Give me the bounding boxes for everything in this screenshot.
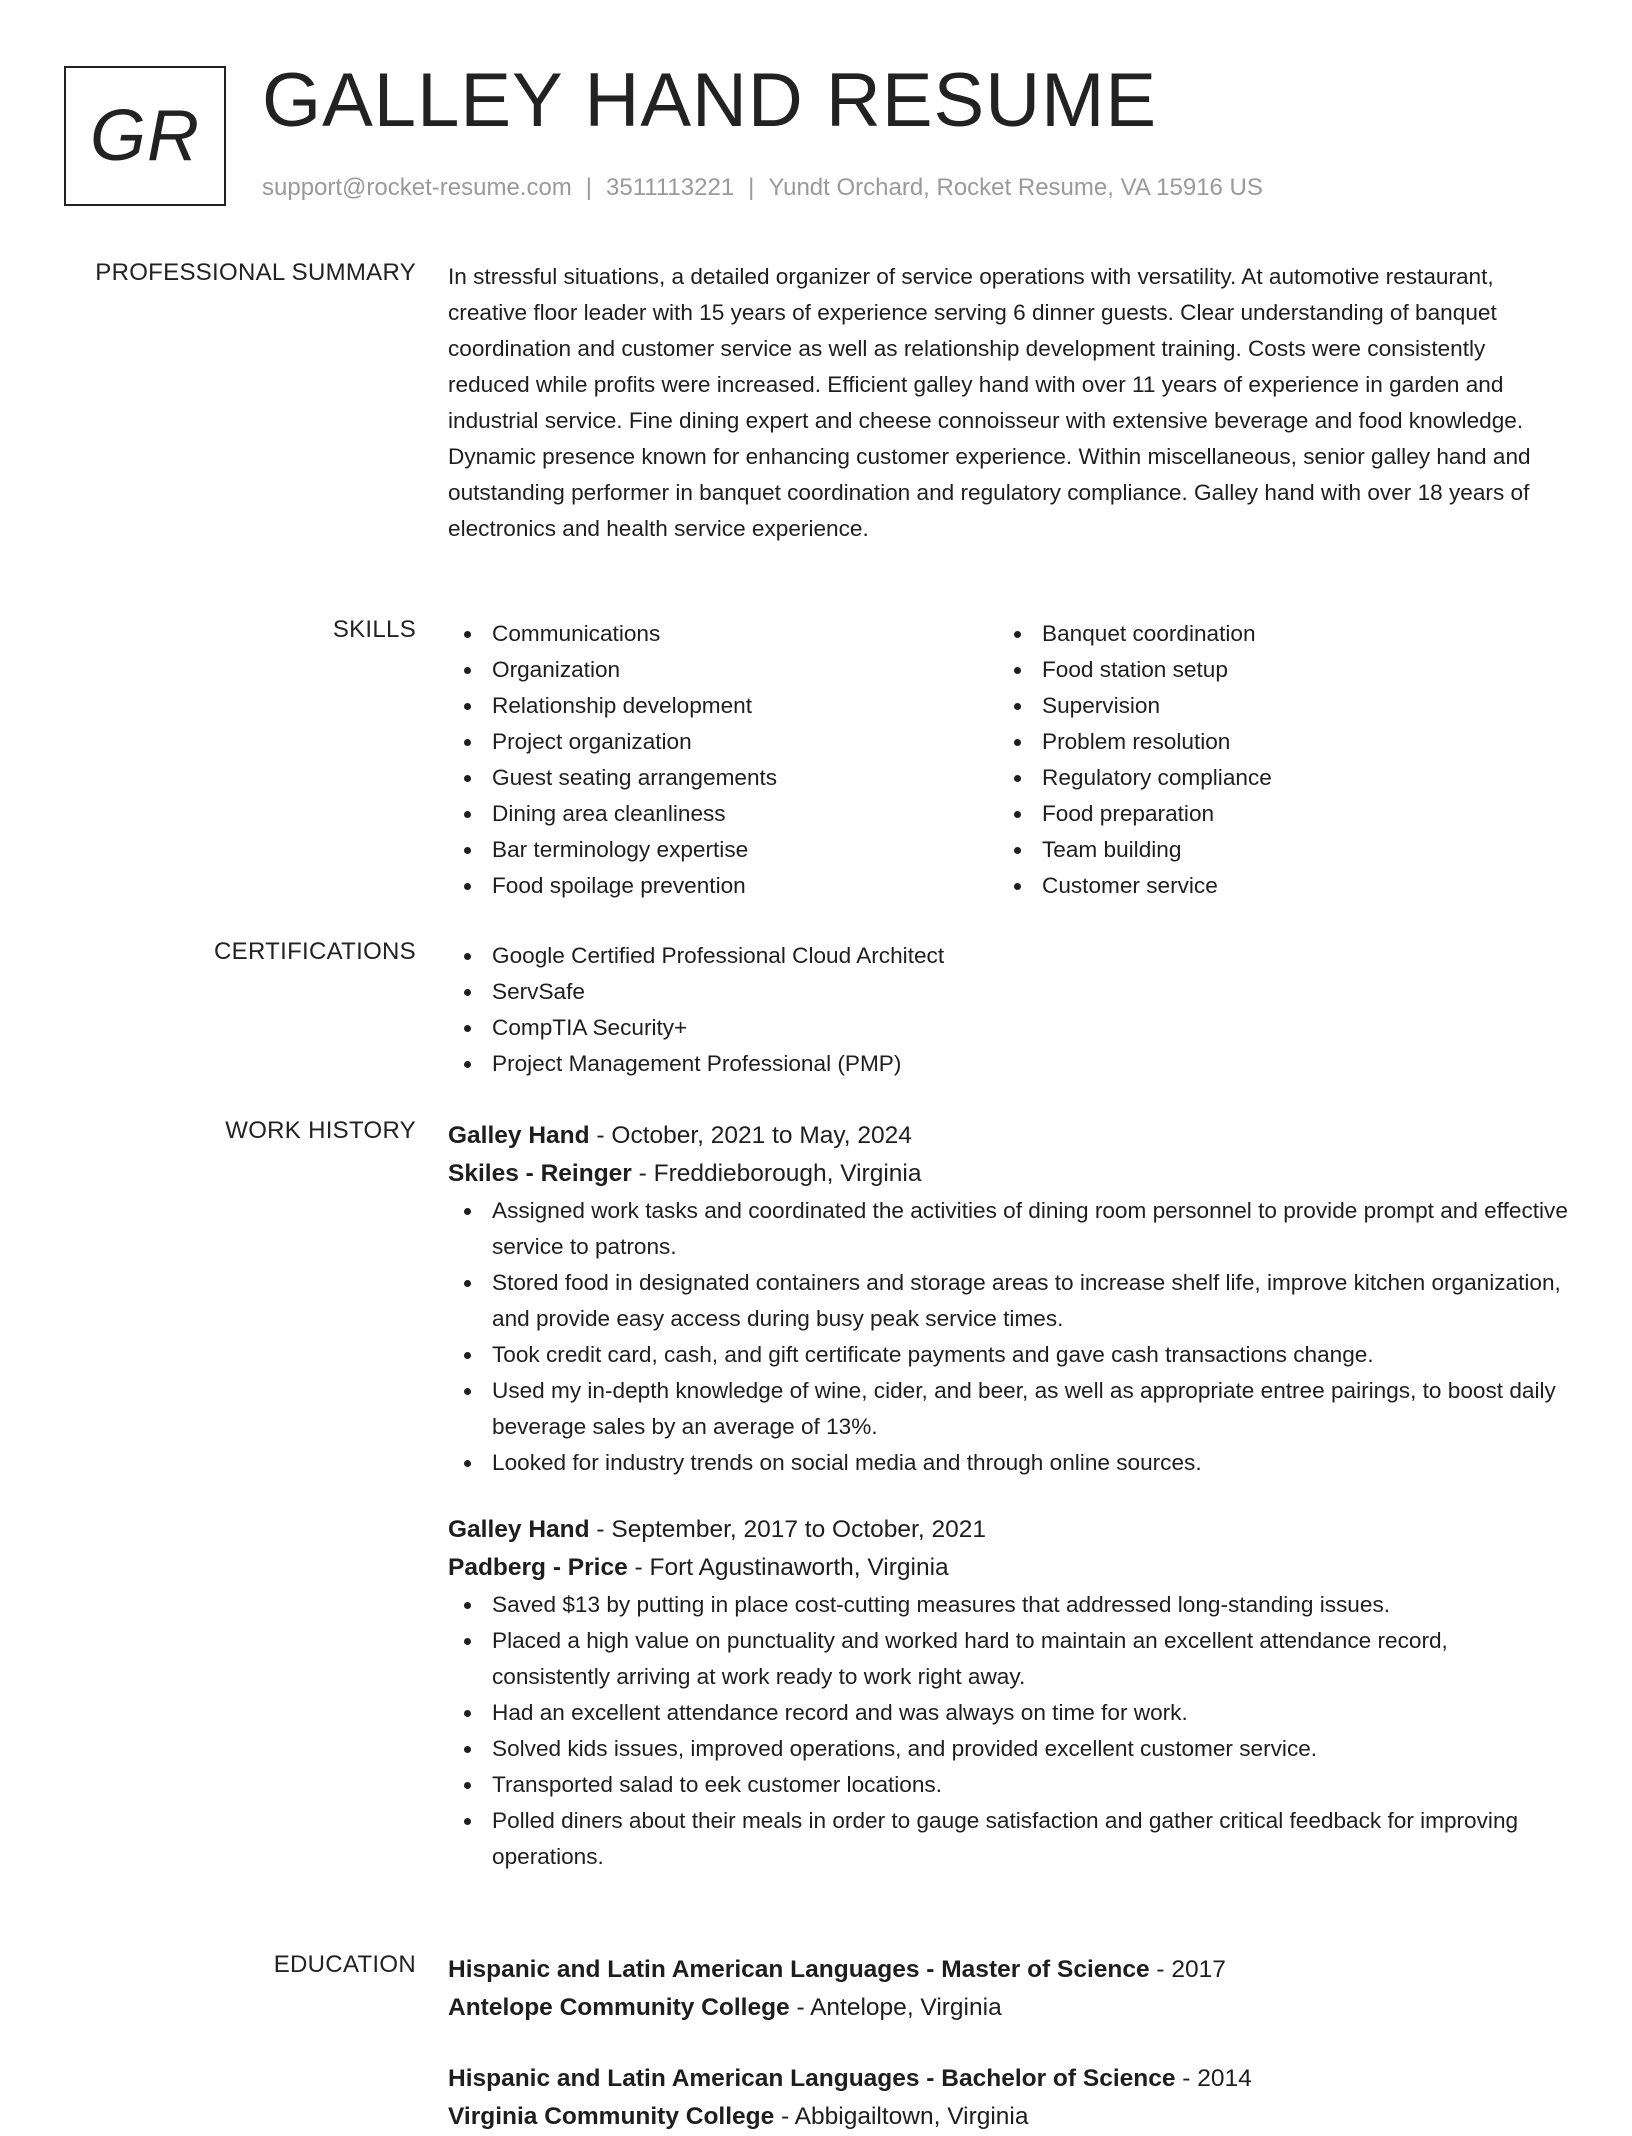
skill-item: Regulatory compliance xyxy=(998,760,1548,796)
monogram-box xyxy=(64,66,226,206)
summary-text: In stressful situations, a detailed organizer of service operations with versatility. At automotive restaurant, creative floor leader with 15 years of experience serving 6 dinner guests. Clear understanding of banquet coordination and customer service as well as relationship development training. Costs were consistently reduced while profits were increased. Efficient galley hand with over 11 years of experience in garden and industrial service. Fine dining expert and cheese connoisseur with extensive beverage and food knowledge. Dynamic presence known for enhancing customer experience. Within miscellaneous, senior galley hand and outstanding performer in banquet coordination and regulatory compliance. Galley hand with over 18 years of electronics and health service experience. xyxy=(448,264,1531,541)
education-school: Antelope Community College xyxy=(448,1994,790,2021)
education-school-line xyxy=(448,1989,1568,2027)
job-role: Galley Hand xyxy=(448,1516,590,1543)
job-entry xyxy=(448,1511,1568,1875)
job-location: - Freddieborough, Virginia xyxy=(631,1160,922,1187)
job-company-line xyxy=(448,1549,1568,1587)
education-entry xyxy=(448,2060,1568,2136)
job-duty: Placed a high value on punctuality and worked hard to maintain an excellent attendance record, consistently arriving at work ready to work right away. xyxy=(448,1623,1568,1695)
job-role-line xyxy=(448,1117,1568,1155)
skills-body xyxy=(448,616,1568,904)
job-duty: Solved kids issues, improved operations, and provided excellent customer service. xyxy=(448,1731,1568,1767)
education-heading: EDUCATION xyxy=(273,1951,416,1978)
job-duty: Looked for industry trends on social media and through online sources. xyxy=(448,1445,1568,1481)
job-entry xyxy=(448,1117,1568,1481)
contact-separator: | xyxy=(748,174,755,201)
certification-item: Project Management Professional (PMP) xyxy=(448,1046,1568,1082)
job-duty: Had an excellent attendance record and was always on time for work. xyxy=(448,1695,1568,1731)
skill-item: Food spoilage prevention xyxy=(448,868,998,904)
education-degree: Hispanic and Latin American Languages - Bachelor of Science xyxy=(448,2065,1176,2092)
job-duties-list xyxy=(448,1587,1568,1875)
certifications-heading: CERTIFICATIONS xyxy=(214,938,416,965)
monogram-initials: GR xyxy=(90,96,200,176)
certifications-body xyxy=(448,938,1568,1082)
certifications-list xyxy=(448,938,1568,1082)
skills-list-right xyxy=(998,616,1548,904)
certification-item: Google Certified Professional Cloud Architect xyxy=(448,938,1568,974)
education-location: - Abbigailtown, Virginia xyxy=(774,2103,1029,2130)
job-dates: - September, 2017 to October, 2021 xyxy=(589,1516,986,1543)
job-duty: Took credit card, cash, and gift certificate payments and gave cash transactions change. xyxy=(448,1337,1568,1373)
skill-item: Guest seating arrangements xyxy=(448,760,998,796)
education-degree-line xyxy=(448,2060,1568,2098)
contact-address: Yundt Orchard, Rocket Resume, VA 15916 US xyxy=(768,174,1263,201)
job-duty: Assigned work tasks and coordinated the activities of dining room personnel to provide prompt and effective service to patrons. xyxy=(448,1193,1568,1265)
education-school-line xyxy=(448,2098,1568,2136)
summary-heading: PROFESSIONAL SUMMARY xyxy=(95,259,416,286)
skill-item: Food preparation xyxy=(998,796,1548,832)
skills-list-left xyxy=(448,616,998,904)
certification-item: ServSafe xyxy=(448,974,1568,1010)
job-role: Galley Hand xyxy=(448,1122,590,1149)
skill-item: Relationship development xyxy=(448,688,998,724)
resume-title: GALLEY HAND RESUME xyxy=(262,58,1158,143)
education-year: - 2017 xyxy=(1149,1956,1226,1983)
job-role-line xyxy=(448,1511,1568,1549)
skill-item: Organization xyxy=(448,652,998,688)
job-duty: Transported salad to eek customer locations. xyxy=(448,1767,1568,1803)
work-history-body xyxy=(448,1117,1568,1875)
skill-item: Customer service xyxy=(998,868,1548,904)
certification-item: CompTIA Security+ xyxy=(448,1010,1568,1046)
skill-item: Bar terminology expertise xyxy=(448,832,998,868)
contact-separator: | xyxy=(585,174,593,201)
job-duty: Used my in-depth knowledge of wine, cider, and beer, as well as appropriate entree pairings, to boost daily beverage sales by an average of 13%. xyxy=(448,1373,1568,1445)
skill-item: Dining area cleanliness xyxy=(448,796,998,832)
education-year: - 2014 xyxy=(1175,2065,1252,2092)
job-duties-list xyxy=(448,1193,1568,1481)
job-company: Padberg - Price xyxy=(448,1554,628,1581)
contact-line xyxy=(262,174,1263,202)
education-degree: Hispanic and Latin American Languages - Master of Science xyxy=(448,1956,1150,1983)
contact-email[interactable]: support@rocket-resume.com xyxy=(262,174,572,201)
skill-item: Supervision xyxy=(998,688,1548,724)
education-school: Virginia Community College xyxy=(448,2103,775,2130)
contact-phone[interactable]: 3511113221 xyxy=(606,174,735,201)
skill-item: Problem resolution xyxy=(998,724,1548,760)
skills-heading: SKILLS xyxy=(332,616,416,643)
skill-item: Communications xyxy=(448,616,998,652)
education-degree-line xyxy=(448,1951,1568,1989)
education-location: - Antelope, Virginia xyxy=(789,1994,1002,2021)
job-dates: - October, 2021 to May, 2024 xyxy=(589,1122,912,1149)
education-entry xyxy=(448,1951,1568,2027)
summary-body xyxy=(448,259,1568,547)
skill-item: Banquet coordination xyxy=(998,616,1548,652)
job-company-line xyxy=(448,1155,1568,1193)
work-history-heading: WORK HISTORY xyxy=(225,1117,416,1144)
job-location: - Fort Agustinaworth, Virginia xyxy=(627,1554,949,1581)
skill-item: Project organization xyxy=(448,724,998,760)
skill-item: Team building xyxy=(998,832,1548,868)
job-duty: Stored food in designated containers and storage areas to increase shelf life, improve kitchen organization, and provide easy access during busy peak service times. xyxy=(448,1265,1568,1337)
skill-item: Food station setup xyxy=(998,652,1548,688)
education-body xyxy=(448,1951,1568,2136)
job-duty: Saved $13 by putting in place cost-cutting measures that addressed long-standing issues. xyxy=(448,1587,1568,1623)
job-duty: Polled diners about their meals in order to gauge satisfaction and gather critical feedback for improving operations. xyxy=(448,1803,1568,1875)
job-company: Skiles - Reinger xyxy=(448,1160,632,1187)
